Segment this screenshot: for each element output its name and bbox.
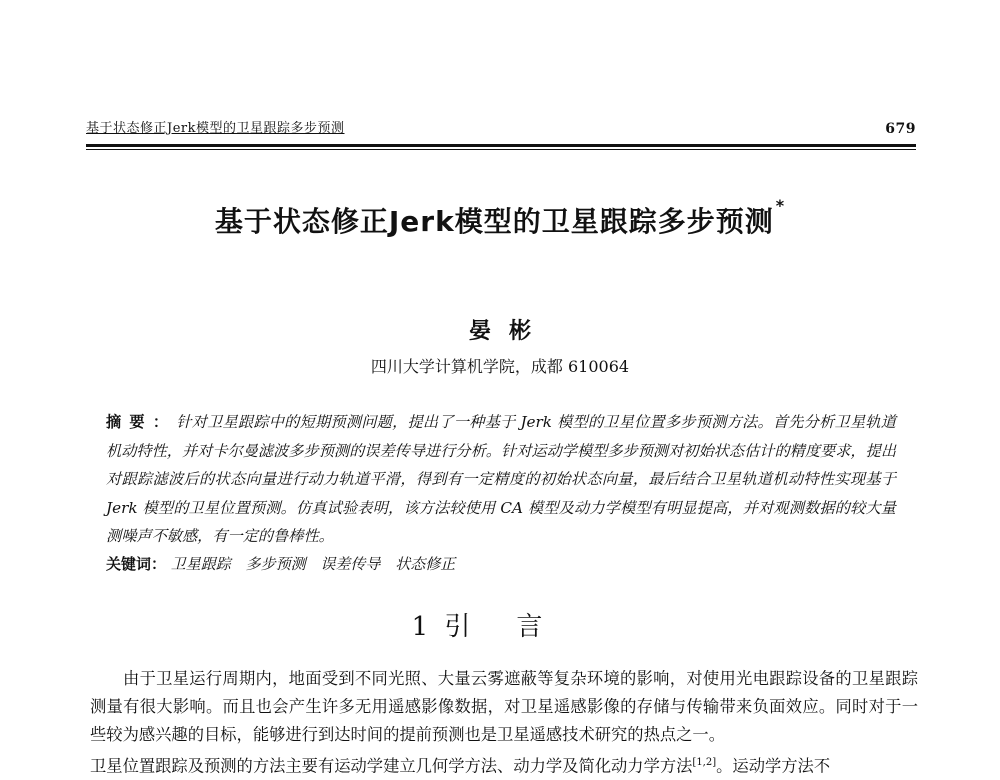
keyword: 误差传导 [320,555,381,573]
abstract-text: 针对卫星跟踪中的短期预测问题，提出了一种基于 Jerk 模型的卫星位置多步预测方法。首先分析卫星轨道机动特性，并对卡尔曼滤波多步预测的误差传导进行分析。针对运动学模型多步预测对初始状态估计的精度要求，提出对跟踪滤波后的状态向量进行动力轨道平滑，得到有一定精度的初始状态向量，最后结合卫星轨道机动特性实现基于 Jerk 模型的卫星位置预测。仿真试验表明，该方法较使用 CA 模型及动力学模型有明显提高，并对观测数据的较大量测噪声不敏感，有一定的鲁棒性。 [106,413,896,545]
body-text-2: 卫星位置跟踪及预测的方法主要有运动学建立几何学方法、动力学及简化动力学方法 [90,756,693,776]
abstract [106,408,896,551]
running-head [86,119,916,141]
keyword: 多步预测 [245,555,306,573]
section-title: 引言 [444,612,589,642]
keywords [106,551,896,577]
title-footnote-mark: * [775,196,786,215]
author-name: 晏彬 [468,318,549,344]
paper-title [0,196,1000,240]
abstract-label: 摘要： [106,413,177,431]
keyword: 状态修正 [395,555,456,573]
page-number: 679 [885,121,916,137]
keywords-label: 关键词： [106,555,167,573]
author-affiliation: 四川大学计算机学院，成都 610064 [370,357,630,376]
section-heading [0,606,1000,643]
keyword: 卫星跟踪 [170,555,231,573]
section-number: 1 [411,612,429,642]
body-paragraph [90,665,918,780]
paper-title-text: 基于状态修正Jerk模型的卫星跟踪多步预测 [214,205,774,238]
running-head-title: 基于状态修正Jerk模型的卫星跟踪多步预测 [86,121,345,136]
header-rule-thick [86,144,916,147]
body-text-2-tail: 。运动学方法不 [716,756,831,776]
body-text-1: 由于卫星运行周期内，地面受到不同光照、大量云雾遮蔽等复杂环境的影响，对使用光电跟踪设备的卫星跟踪测量有很大影响。而且也会产生许多无用遥感影像数据，对卫星遥感影像的存储与传输带来负面效应。同时对于一些较为感兴趣的目标，能够进行到达时间的提前预测也是卫星遥感技术研究的热点之一。 [90,669,918,744]
header-rule-thin [86,149,916,150]
citation: [1,2] [692,757,717,768]
